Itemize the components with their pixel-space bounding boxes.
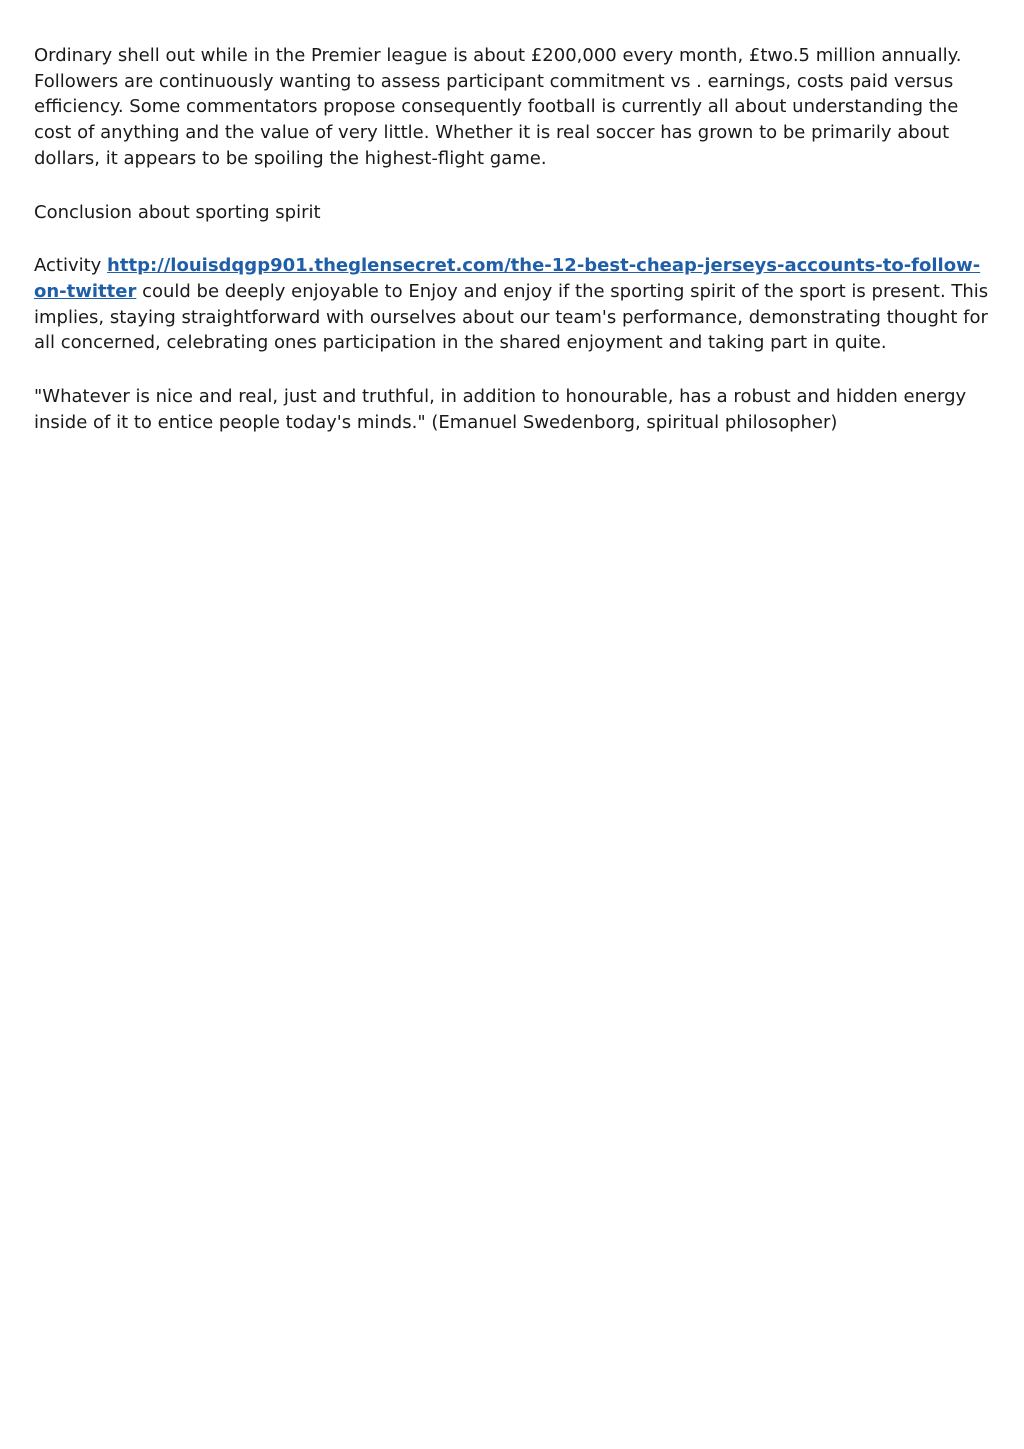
paragraph-suffix: could be deeply enjoyable to Enjoy and enjoy if the sporting spirit of the sport is present. This implies, staying straightforward with ourselves about our team's performance, demonstrating thought for all concerned, celebrating ones participation in the shared enjoyment and taking part in quite.: [34, 280, 989, 354]
document-body: [34, 43, 990, 463]
paragraph-premier-league-pay: Ordinary shell out while in the Premier league is about £200,000 every month, £two.5 million annually. Followers are continuously wanting to assess participant commitment vs . earnings, costs paid versus efficiency. Some commentators propose consequently football is currently all about understanding the cost of anything and the value of very little. Whether it is real soccer has grown to be primarily about dollars, it appears to be spoiling the highest-flight game.: [34, 45, 962, 169]
section-heading: Conclusion about sporting spirit: [34, 201, 321, 223]
paragraph-sporting-spirit: [34, 253, 990, 356]
paragraph-prefix: Activity: [34, 255, 108, 277]
swedenborg-quote: "Whatever is nice and real, just and truthful, in addition to honourable, has a robust and hidden energy inside of it to entice people today's minds." (Emanuel Swedenborg, spiritual philosopher): [34, 386, 967, 433]
jerseys-link[interactable]: http://louisdqgp901.theglensecret.com/the-12-best-cheap-jerseys-accounts-to-follow-on-twitter: [34, 255, 981, 302]
